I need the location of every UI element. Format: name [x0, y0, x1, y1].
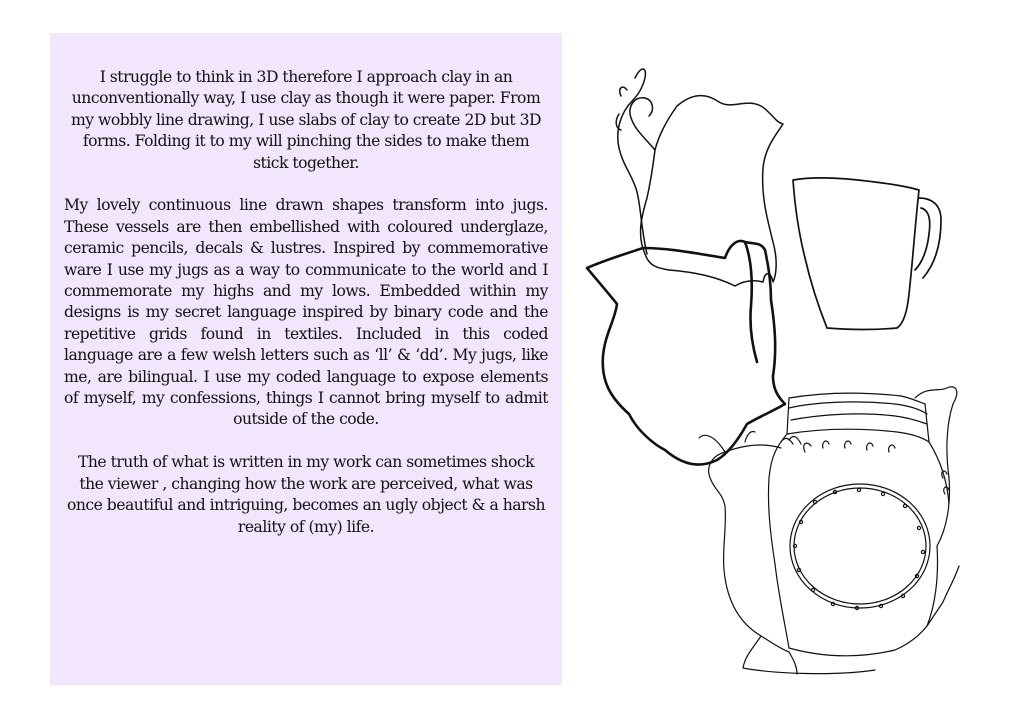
decorated-commemorative-jug-drawing: [699, 387, 959, 674]
bold-pitcher-drawing: [587, 241, 785, 465]
artist-statement-panel: [50, 33, 562, 685]
cup-jug-drawing: [793, 178, 941, 330]
statement-paragraph-3: The truth of what is written in my work can sometimes shock the viewer , changing how the work are perceived, what was once beautiful and intriguing, becomes an ugly object & a harsh reality of (my) life.: [66, 453, 546, 536]
statement-paragraph-2: My lovely continuous line drawn shapes transform into jugs. These vessels are then embellished with coloured underglaze, ceramic pencils, decals & lustres. Inspired by commemorative ware I use my jugs as a way to communicate to the world and I commemorate my highs and my lows. Embedded within my designs is my secret language inspired by binary code and the repetitive grids found in textiles. Included in this coded language are a few welsh letters such as ‘ll’ & ‘dd’. My jugs, like me, are bilingual. I use my coded language to expose elements of myself, my confessions, things I cannot bring myself to admit outside of the code.: [64, 196, 548, 429]
statement-paragraph-1: I struggle to think in 3D therefore I approach clay in an unconventionally way, I use clay as though it were paper. From my wobbly line drawing, I use slabs of clay to create 2D but 3D forms. Folding it to my will pinching the sides to make them stick together.: [70, 68, 542, 172]
jug-line-drawings: [575, 58, 995, 688]
